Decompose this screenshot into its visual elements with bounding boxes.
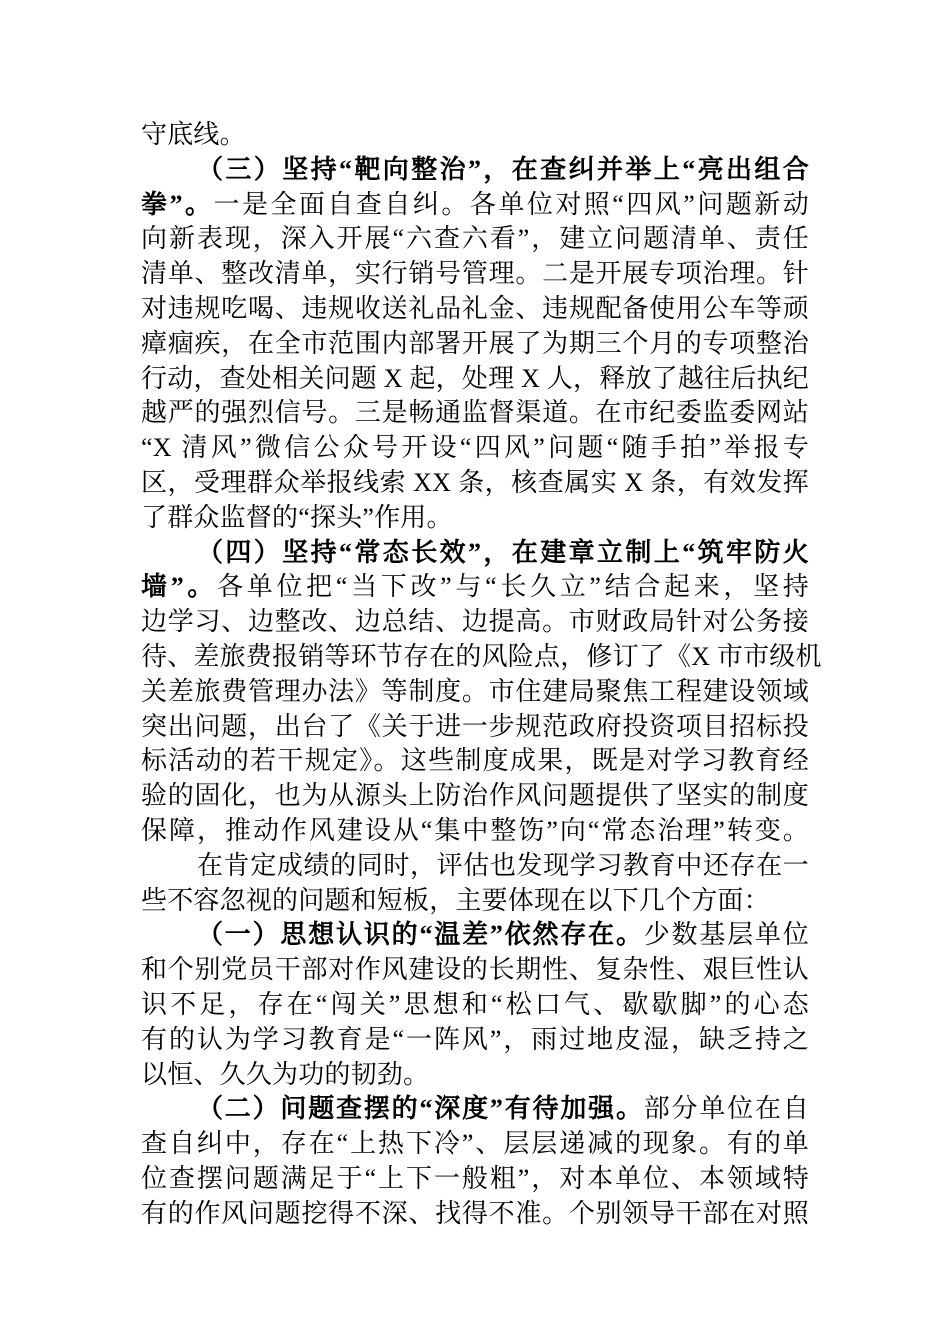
body-run: 以恒、久久为功的韧劲。 bbox=[141, 1059, 430, 1089]
heading-run: （四）坚持“常态长效”，在建章立制上“筑牢防火 bbox=[197, 537, 809, 567]
text-line bbox=[141, 779, 809, 814]
text-line bbox=[141, 1127, 809, 1162]
body-run: 向新表现，深入开展“六查六看”，建立问题清单、责任 bbox=[141, 224, 809, 254]
body-run: 区，受理群众举报线索 XX 条，核查属实 X 条，有效发挥 bbox=[141, 467, 809, 497]
body-run: 有的作风问题挖得不深、找得不准。个别领导干部在对照 bbox=[141, 1198, 809, 1228]
body-run: 各单位把“当下改”与“长久立”结合起来，坚持 bbox=[217, 572, 810, 602]
body-run: 识不足，存在“闯关”思想和“松口气、歇歇脚”的心态 bbox=[141, 989, 809, 1019]
text-line bbox=[141, 1092, 809, 1127]
body-run: 验的固化，也为从源头上防治作风问题提供了坚实的制度 bbox=[141, 781, 809, 811]
text-line bbox=[141, 466, 809, 501]
paragraph bbox=[141, 118, 809, 153]
body-run: 关差旅费管理办法》等制度。市住建局聚焦工程建设领域 bbox=[141, 676, 809, 706]
text-line bbox=[141, 744, 809, 779]
paragraph bbox=[141, 1092, 809, 1231]
text-line bbox=[141, 814, 809, 849]
text-line bbox=[141, 362, 809, 397]
text-line bbox=[141, 188, 809, 223]
paragraph bbox=[141, 849, 809, 919]
heading-run: （一）思想认识的“温差”依然存在。 bbox=[197, 920, 644, 950]
body-run: 对违规吃喝、违规收送礼品礼金、违规配备使用公车等顽 bbox=[141, 293, 809, 323]
text-line bbox=[141, 257, 809, 292]
body-run: 边学习、边整改、边总结、边提高。市财政局针对公务接 bbox=[141, 607, 809, 637]
text-line bbox=[141, 710, 809, 745]
body-run: 清单、整改清单，实行销号管理。二是开展专项治理。针 bbox=[141, 259, 809, 289]
body-run: 保障，推动作风建设从“集中整饬”向“常态治理”转变。 bbox=[141, 815, 809, 845]
text-line bbox=[141, 1162, 809, 1197]
text-line bbox=[141, 118, 809, 153]
body-run: 瘴痼疾，在全市范围内部署开展了为期三个月的专项整治 bbox=[141, 328, 809, 358]
text-line bbox=[141, 918, 809, 953]
body-run: 和个别党员干部对作风建设的长期性、复杂性、艰巨性认 bbox=[141, 955, 809, 985]
paragraph bbox=[141, 153, 809, 536]
body-run: 标活动的若干规定》。这些制度成果，既是对学习教育经 bbox=[141, 746, 809, 776]
text-line bbox=[141, 1197, 809, 1232]
text-line bbox=[141, 222, 809, 257]
text-line bbox=[141, 570, 809, 605]
text-line bbox=[141, 849, 809, 884]
text-line bbox=[141, 396, 809, 431]
text-line bbox=[141, 292, 809, 327]
text-line bbox=[141, 884, 809, 919]
body-run: 一是全面自查自纠。各单位对照“四风”问题新动 bbox=[213, 189, 809, 219]
text-line bbox=[141, 1023, 809, 1058]
body-run: 少数基层单位 bbox=[643, 920, 809, 950]
body-run: 越严的强烈信号。三是畅通监督渠道。在市纪委监委网站 bbox=[141, 398, 809, 428]
text-line bbox=[141, 605, 809, 640]
document-body bbox=[141, 118, 822, 1232]
body-run: 在肯定成绩的同时，评估也发现学习教育中还存在一 bbox=[197, 850, 809, 880]
body-run: 行动，查处相关问题 X 起，处理 X 人，释放了越往后执纪 bbox=[141, 363, 809, 393]
text-line bbox=[141, 1058, 809, 1093]
body-run: “X 清风”微信公众号开设“四风”问题“随手拍”举报专 bbox=[141, 433, 809, 463]
heading-run: 拳”。 bbox=[141, 189, 214, 219]
body-run: 突出问题，出台了《关于进一步规范政府投资项目招标投 bbox=[141, 711, 809, 741]
text-line bbox=[141, 536, 809, 571]
body-run: 查自纠中，存在“上热下冷”、层层递减的现象。有的单 bbox=[141, 1129, 809, 1159]
paragraph bbox=[141, 918, 809, 1092]
body-run: 有的认为学习教育是“一阵风”，雨过地皮湿，缺乏持之 bbox=[141, 1024, 809, 1054]
heading-run: （二）问题查摆的“深度”有待加强。 bbox=[197, 1094, 644, 1124]
paragraph bbox=[141, 536, 822, 849]
body-run: 部分单位在自 bbox=[643, 1094, 809, 1124]
text-line bbox=[141, 327, 809, 362]
text-line bbox=[141, 675, 809, 710]
body-run: 位查摆问题满足于“上下一般粗”，对本单位、本领域特 bbox=[141, 1163, 809, 1193]
text-line bbox=[141, 953, 809, 988]
body-run: 些不容忽视的问题和短板，主要体现在以下几个方面： bbox=[141, 885, 770, 915]
text-line bbox=[141, 501, 809, 536]
heading-run: 墙”。 bbox=[141, 572, 218, 602]
text-line bbox=[141, 640, 822, 675]
body-run: 了群众监督的“探头”作用。 bbox=[141, 502, 453, 532]
text-line bbox=[141, 153, 809, 188]
text-line bbox=[141, 431, 809, 466]
body-run: 待、差旅费报销等环节存在的风险点，修订了《X 市市级机 bbox=[141, 641, 822, 671]
body-run: 守底线。 bbox=[141, 120, 246, 149]
heading-run: （三）坚持“靶向整治”，在查纠并举上“亮出组合 bbox=[197, 154, 809, 184]
text-line bbox=[141, 988, 809, 1023]
